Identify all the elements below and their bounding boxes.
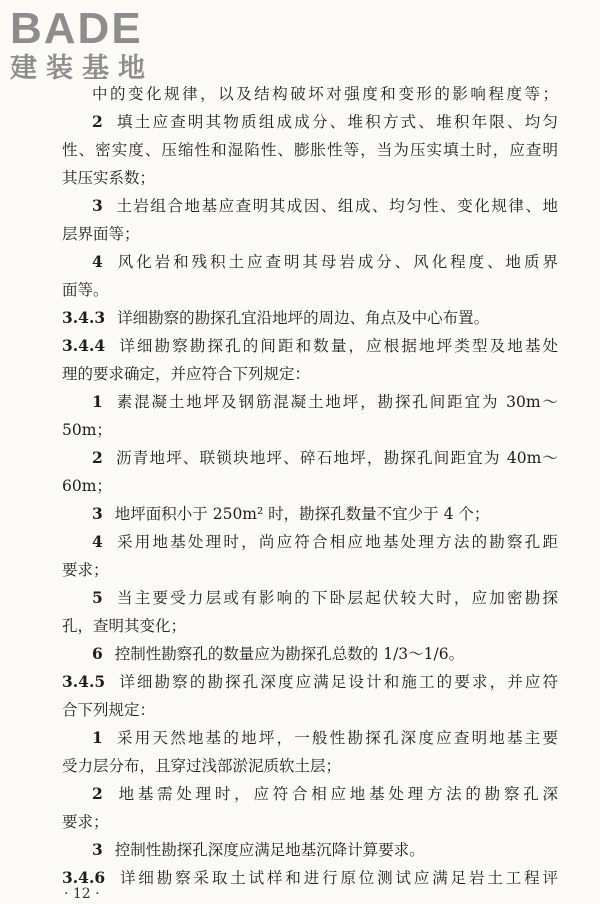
text-line: 50m； <box>62 421 112 439</box>
clause-3-4-4: 3.4.4 详细勘察勘探孔的间距和数量，应根据地坪类型及地基处 <box>62 336 558 355</box>
text-line: 2 沥青地坪、联锁块地坪、碎石地坪，勘探孔间距宜为 40m～ <box>92 448 558 467</box>
logo-wordmark: BADE <box>10 4 143 53</box>
bade-logo <box>6 4 176 88</box>
text-line: 3 地坪面积小于 250m² 时，勘探孔数量不宜少于 4 个； <box>92 504 490 523</box>
clause-3-4-3: 3.4.3 详细勘察的勘探孔宜沿地坪的周边、角点及中心布置。 <box>62 308 490 327</box>
text-line: 合下列规定： <box>62 701 156 719</box>
text-line: 中的变化规律，以及结构破坏对强度和变形的影响程度等； <box>92 85 558 103</box>
text-line: 层界面等； <box>62 225 140 243</box>
text-line: 5 当主要受力层或有影响的下卧层起伏较大时，应加密勘探 <box>92 588 558 607</box>
text-line: 受力层分布，且穿过浅部淤泥质软土层； <box>62 757 342 775</box>
clause-3-4-5: 3.4.5 详细勘察的勘探孔深度应满足设计和施工的要求，并应符 <box>62 672 558 691</box>
text-line: 6 控制性勘察孔的数量应为勘探孔总数的 1/3～1/6。 <box>92 644 465 663</box>
text-line: 4 风化岩和残积土应查明其母岩成分、风化程度、地质界 <box>92 252 558 271</box>
clause-3-4-6: 3.4.6 详细勘察采取土试样和进行原位测试应满足岩土工程评 <box>62 868 558 887</box>
text-line: 60m； <box>62 477 112 495</box>
text-line: 2 填土应查明其物质组成成分、堆积方式、堆积年限、均匀 <box>92 112 558 131</box>
text-line: 其压实系数； <box>62 169 156 187</box>
text-line: 2 地基需处理时，应符合相应地基处理方法的勘察孔深 <box>92 784 558 803</box>
text-line: 理的要求确定，并应符合下列规定： <box>62 365 311 383</box>
text-line: 面等。 <box>62 281 109 299</box>
text-line: 4 采用地基处理时，尚应符合相应地基处理方法的勘察孔距 <box>92 532 558 551</box>
text-line: 3 控制性勘探孔深度应满足地基沉降计算要求。 <box>92 840 425 859</box>
text-line: 性、密实度、压缩性和湿陷性、膨胀性等，当为压实填土时，应查明 <box>62 141 558 159</box>
text-line: 孔，查明其变化； <box>62 617 187 635</box>
page-number: · 12 · <box>64 886 100 902</box>
text-line: 1 采用天然地基的地坪，一般性勘探孔深度应查明地基主要 <box>92 728 558 747</box>
text-line: 要求； <box>62 561 109 579</box>
text-line: 1 素混凝土地坪及钢筋混凝土地坪，勘探孔间距宜为 30m～ <box>92 392 558 411</box>
text-line: 3 土岩组合地基应查明其成因、组成、均匀性、变化规律、地 <box>92 196 558 215</box>
text-line: 要求； <box>62 813 109 831</box>
logo-subtitle: 建装基地 <box>10 53 154 84</box>
